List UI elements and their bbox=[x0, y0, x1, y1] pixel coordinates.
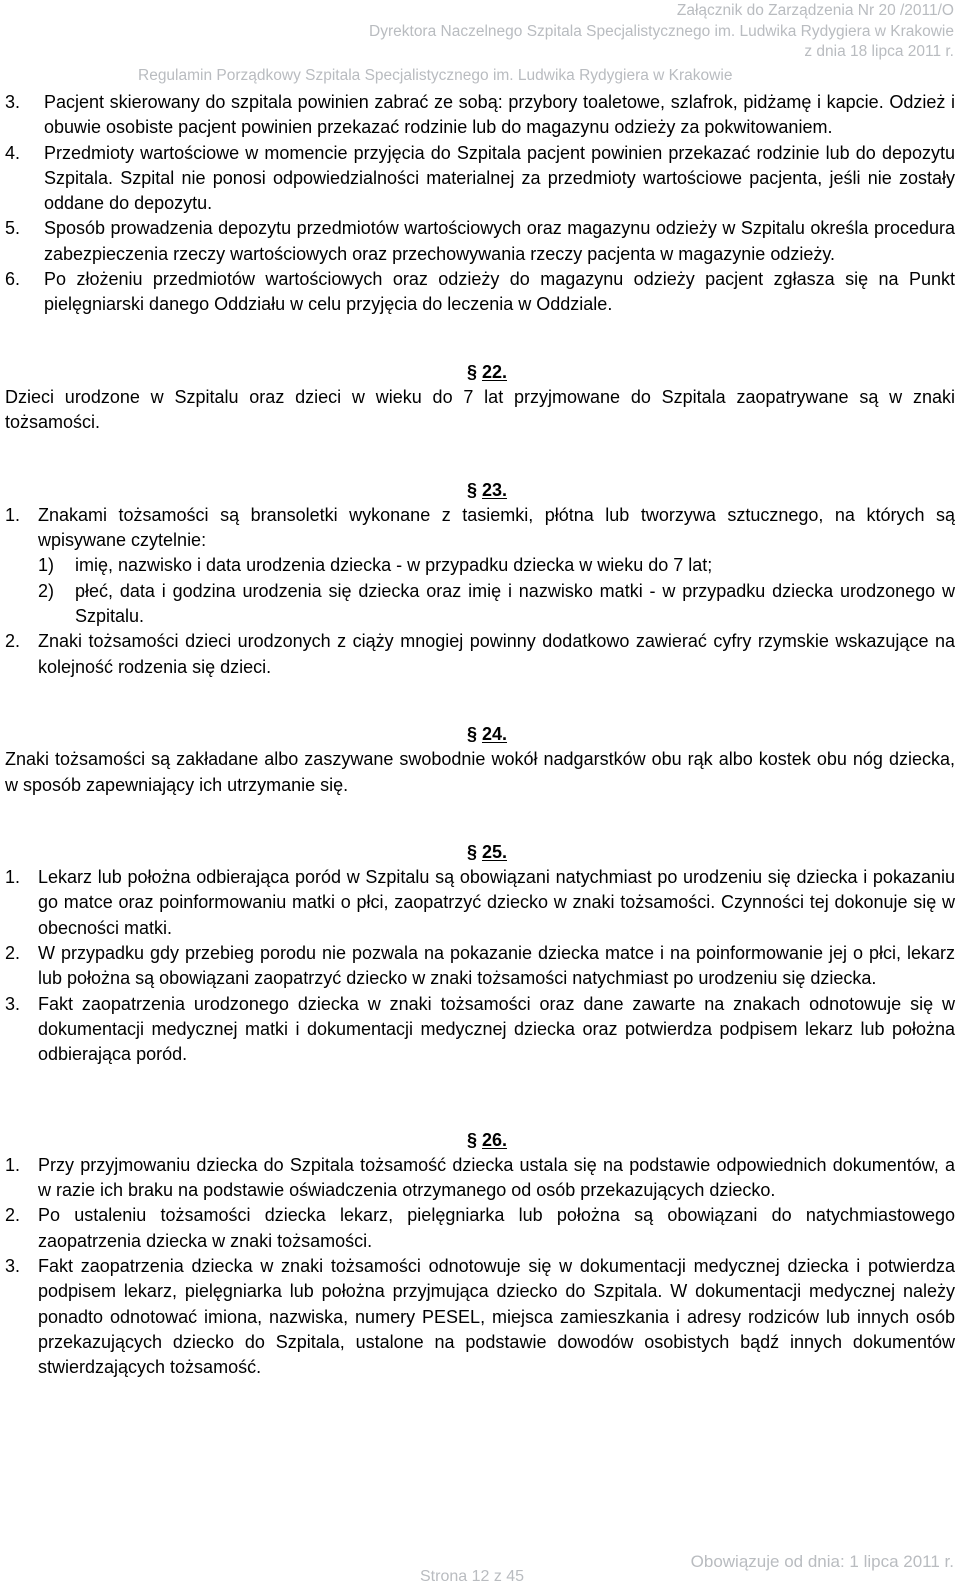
effective-date: Obowiązuje od dnia: 1 lipca 2011 r. bbox=[690, 1552, 954, 1571]
section-heading-26: § 26. bbox=[466, 1129, 508, 1150]
item-number: 3. bbox=[5, 993, 21, 1014]
section-heading-25: § 25. bbox=[466, 841, 508, 862]
item-text: Po złożeniu przedmiotów wartościowych oraz odzieży do magazynu odzieży pacjent zgłasza się na Punkt pielęgniarski danego Oddziału w celu przyjęcia do leczenia w Oddziale. bbox=[44, 269, 955, 315]
item-number: 3. bbox=[5, 92, 21, 112]
list-item bbox=[5, 267, 955, 318]
document-header bbox=[369, 1, 954, 63]
item-text: Znaki tożsamości dzieci urodzonych z ciąży mnogiej powinny dodatkowo zawierać cyfry rzymskie wskazujące na kolejność rodzenia się dzieci. bbox=[38, 631, 955, 677]
item-number: 1. bbox=[5, 504, 21, 525]
item-text: Fakt zaopatrzenia dziecka w znaki tożsamości odnotowuje się w dokumentacji medycznej dziecka i potwierdza podpisem lekarz, pielęgniarka lub położna przyjmująca dziecko do Szpitala. W dokumentacji medycznej należy ponadto odnotować imiona, nazwiska, numery PESEL, miejsca zamieszkania i adresy rodziców lub innych osób przekazujących dziecko do Szpitala, ustalone na podstawie dowodów osobistych bądź innych dokumentów stwierdzających tożsamość. bbox=[38, 1255, 955, 1378]
section-heading-22: § 22. bbox=[466, 361, 508, 382]
header-annex-line: Załącznik do Zarządzenia Nr 20 /2011/O bbox=[676, 2, 954, 19]
list-item bbox=[5, 941, 955, 992]
list-item bbox=[5, 90, 955, 141]
list-item bbox=[5, 992, 955, 1068]
document-body bbox=[5, 90, 955, 1380]
section-24-text: Znaki tożsamości są zakładane albo zaszywane swobodnie wokół nadgarstków obu rąk albo kostek obu nóg dziecka, w sposób zapewniający ich utrzymanie się. bbox=[5, 749, 955, 795]
regulation-title: Regulamin Porządkowy Szpitala Specjalistycznego im. Ludwika Rydygiera w Krakowie bbox=[138, 67, 733, 84]
sub-item-number: 2) bbox=[38, 580, 55, 601]
sub-item-number: 1) bbox=[38, 555, 55, 576]
item-text: W przypadku gdy przebieg porodu nie pozwala na pokazanie dziecka matce i na poinformowanie jej o płci, lekarz lub położna są obowiązani zaopatrzyć dziecko w znaki tożsamości natychmiast po urodzeniu się dziecka. bbox=[38, 943, 955, 989]
item-number: 2. bbox=[5, 631, 21, 652]
item-text: Lekarz lub położna odbierająca poród w Szpitalu są obowiązani natychmiast po urodzeniu się dziecka i pokazaniu go matce oraz poinformowaniu matki o płci, zaopatrzyć dziecko w znaki tożsamości. Czynności tej dokonuje się w obecności matki. bbox=[38, 867, 955, 938]
section-heading-24: § 24. bbox=[466, 723, 508, 744]
item-number: 5. bbox=[5, 218, 21, 239]
list-item bbox=[5, 865, 955, 941]
item-number: 2. bbox=[5, 1205, 21, 1226]
item-text: Przedmioty wartościowe w momencie przyjęcia do Szpitala pacjent powinien przekazać rodzinie lub do depozytu Szpitala. Szpital nie ponosi odpowiedzialności materialnej za przedmioty wartościowe pacjenta, jeśli nie zostały oddane do depozytu. bbox=[44, 142, 955, 214]
sub-item bbox=[5, 553, 955, 578]
section-heading-23: § 23. bbox=[466, 479, 508, 500]
list-item bbox=[5, 503, 955, 554]
header-date-line: z dnia 18 lipca 2011 r. bbox=[804, 43, 954, 60]
item-text: Sposób prowadzenia depozytu przedmiotów wartościowych oraz magazynu odzieży w Szpitalu określa procedura zabezpieczenia rzeczy wartościowych oraz przechowywania rzeczy pacjenta w magazynie odzieży. bbox=[44, 218, 955, 264]
sub-item bbox=[5, 579, 955, 630]
list-item bbox=[5, 1254, 955, 1380]
list-item bbox=[5, 1203, 955, 1254]
sub-item-text: imię, nazwisko i data urodzenia dziecka - w przypadku dziecka w wieku do 7 lat; bbox=[75, 555, 713, 576]
item-number: 3. bbox=[5, 1255, 21, 1276]
section-22-text: Dzieci urodzone w Szpitalu oraz dzieci w wieku do 7 lat przyjmowane do Szpitala zaopatrywane są w znaki tożsamości. bbox=[5, 386, 955, 433]
item-number: 2. bbox=[5, 943, 21, 964]
item-number: 6. bbox=[5, 269, 21, 290]
list-item bbox=[5, 141, 955, 217]
item-number: 1. bbox=[5, 1154, 21, 1175]
item-text: Pacjent skierowany do szpitala powinien zabrać ze sobą: przybory toaletowe, szlafrok, pidżamę i kapcie. Odzież i obuwie osobiste pacjent powinien przekazać rodzinie lub do magazynu odzieży za pokwitowaniem. bbox=[44, 92, 955, 138]
continued-list bbox=[5, 90, 955, 318]
header-director-line: Dyrektora Naczelnego Szpitala Specjalistycznego im. Ludwika Rydygiera w Krakowie bbox=[369, 22, 954, 40]
item-number: 1. bbox=[5, 867, 21, 888]
item-text: Fakt zaopatrzenia urodzonego dziecka w znaki tożsamości oraz dane zawarte na znakach odnotowuje się w dokumentacji medycznej matki i dokumentacji medycznej dziecka oraz potwierdza podpisem lekarz lub położna odbierająca poród. bbox=[38, 993, 955, 1065]
sub-item-text: płeć, data i godzina urodzenia się dziecka oraz imię i nazwisko matki - w przypadku dziecka urodzonego w Szpitalu. bbox=[75, 580, 955, 627]
page-number: Strona 12 z 45 bbox=[420, 1568, 525, 1585]
list-item bbox=[5, 216, 955, 267]
item-number: 4. bbox=[5, 142, 21, 163]
list-item bbox=[5, 1153, 955, 1204]
item-text: Przy przyjmowaniu dziecka do Szpitala tożsamość dziecka ustala się na podstawie odpowiednich dokumentów, a w razie ich braku na podstawie oświadczenia otrzymanego od osób przekazujących dziecko. bbox=[38, 1154, 955, 1201]
item-text: Znakami tożsamości są bransoletki wykonane z tasiemki, płótna lub tworzywa sztucznego, na których są wpisywane czytelnie: bbox=[38, 504, 955, 551]
item-text: Po ustaleniu tożsamości dziecka lekarz, pielęgniarka lub położna są obowiązani do natychmiastowego zaopatrzenia dziecka w znaki tożsamości. bbox=[38, 1205, 955, 1251]
list-item bbox=[5, 629, 955, 680]
